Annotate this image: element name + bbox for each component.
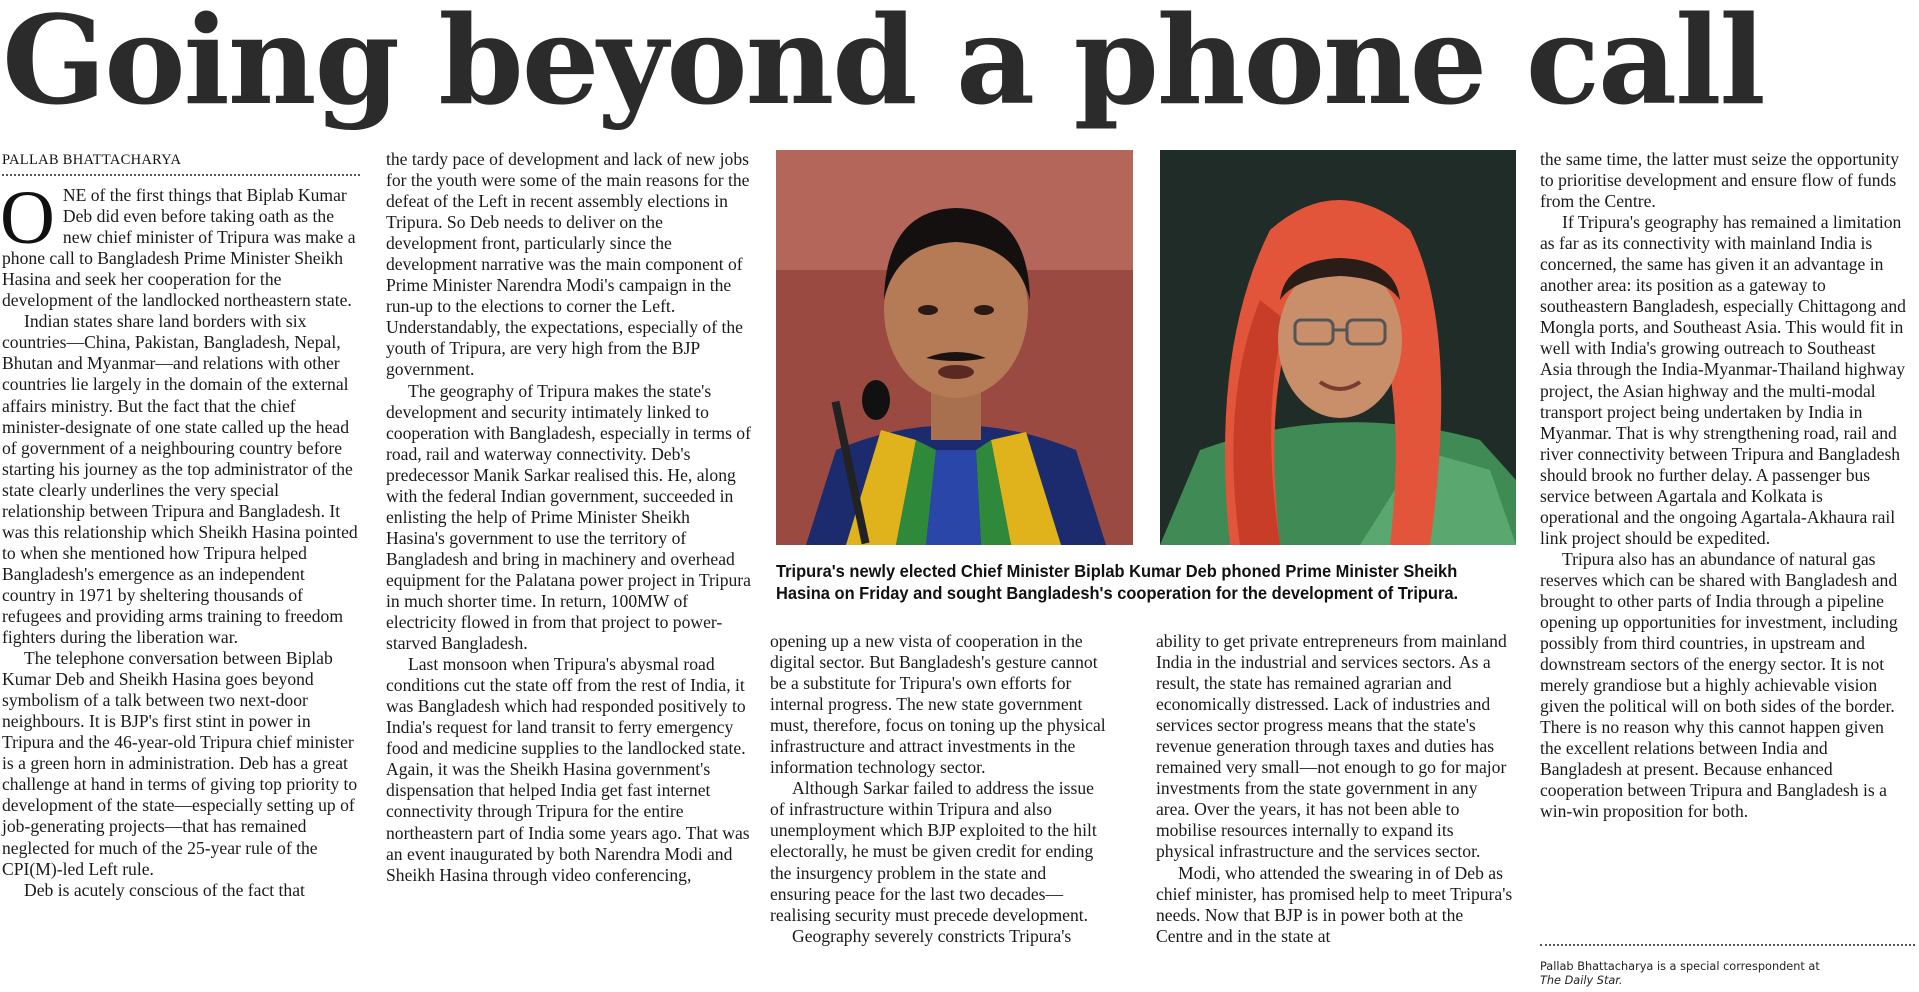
portrait-man-illustration [776,150,1133,545]
paragraph: ability to get private entrepreneurs from mainland India in the industrial and services sectors. As a result, the state has remained agrarian and economically distressed. Lack of industries and services sector progress means that the state's revenue generation through taxes and duties has remained very small—not enough to go for major investments from the state government in any area. Over the years, it has not been able to mobilise resources internally to expand its physical infrastructure and the services sector. [1156,631,1507,862]
paragraph: Deb is acutely conscious of the fact that [24,879,305,900]
portrait-woman-illustration [1160,150,1516,545]
paragraph: Last monsoon when Tripura's abysmal road conditions cut the state off from the rest of India, it was Bangladesh which had responded positively to India's request for land transit to ferry emergency food and medicine supplies to the landlocked state. Again, it was the Sheikh Hasina government's dispensation that helped India get fast internet connectivity through Tripura for the entire northeastern part of India some years ago. That was an event inaugurated by both Narendra Modi and Sheikh Hasina through video conferencing, [386,654,750,885]
photo-row [776,150,1516,545]
footnote-line: Pallab Bhattacharya is a special correspondent at [1540,960,1820,973]
paragraph: If Tripura's geography has remained a limitation as far as its connectivity with mainland India is concerned, the same has given it an advantage in another area: its position as a gateway to southeastern Bangladesh, especially Chittagong and Mongla ports, and Southeast Asia. This would fit in well with India's growing outreach to Southeast Asia through the India-Myanmar-Thailand highway project, the Asian highway and the multi-modal transport project being undertaken by India in Myanmar. That is why strengthening road, rail and river connectivity between Tripura and Bangladesh should brook no further delay. A passenger bus service between Agartala and Kolkata is operational and the ongoing Agartala-Akhaura rail link project should be expedited. [1540,212,1906,548]
paragraph: opening up a new vista of cooperation in the digital sector. But Bangladesh's gesture cannot be a substitute for Tripura's own efforts for internal progress. The new state government must, therefore, focus on toning up the physical infrastructure and attract investments in the information technology sector. [770,631,1106,778]
paragraph: Modi, who attended the swearing in of Deb as chief minister, has promised help to meet Tripura's needs. Now that BJP is in power both at the Centre and in the state at [1156,862,1513,946]
photo-biplab-kumar-deb [776,150,1133,545]
article-column-1 [2,150,360,901]
byline-author: PALLAB BHATTACHARYA [2,152,182,168]
article-column-3 [770,631,1106,947]
photo-caption: Tripura's newly elected Chief Minister Biplab Kumar Deb phoned Prime Minister Sheikh Hasina on Friday and sought Bangladesh's cooperation for the development of Tripura. [776,561,1459,603]
byline [2,150,360,176]
paragraph: Although Sarkar failed to address the issue of infrastructure within Tripura and also unemployment which BJP exploited to the hilt electorally, he must be given credit for ending the insurgency problem in the state and ensuring peace for the last two decades—realising security must precede development. [770,778,1097,925]
paragraph: Geography severely constricts Tripura's [792,925,1072,946]
footnote-publication: The Daily Star. [1540,974,1623,987]
paragraph-lead: ONE of the first things that Biplab Kumar Deb did even before taking oath as the new chief minister of Tripura was make a phone call to Bangladesh Prime Minister Sheikh Hasina and seek her cooperation for the development of the landlocked northeastern state. [0,176,356,311]
paragraph: Tripura also has an abundance of natural gas reserves which can be shared with Bangladesh and brought to other parts of India through a pipeline opening up opportunities for investment, including possibly from third countries, in upstream and downstream sectors of the energy sector. It is not merely grandiose but a highly achievable vision given the political will on both sides of the border. There is no reason why this cannot happen given the excellent relations between India and Bangladesh at present. Because enhanced cooperation between Tripura and Bangladesh is a win-win proposition for both. [1540,548,1898,822]
article-column-2 [386,149,752,886]
paragraph: The telephone conversation between Biplab Kumar Deb and Sheikh Hasina goes beyond symbolism of a talk between two next-door neighbours. It is BJP's first stint in power in Tripura and the 46-year-old Tripura chief minister is a green horn in administration. Deb has a great challenge at hand in terms of giving top priority to development of the state—especially setting up of job-generating projects—that has remained neglected for much of the 25-year rule of the CPI(M)-led Left rule. [2,648,358,879]
author-footnote [1540,944,1915,988]
paragraph: the tardy pace of development and lack of new jobs for the youth were some of the main reasons for the defeat of the Left in recent assembly elections in Tripura. So Deb needs to deliver on the development front, particularly since the development narrative was the main component of Prime Minister Narendra Modi's campaign in the run-up to the elections to corner the Left. Understandably, the expectations, especially of the youth of Tripura, are very high from the BJP government. [386,149,750,380]
article-column-4 [1156,631,1514,947]
article-column-5 [1540,149,1906,823]
paragraph: The geography of Tripura makes the state's development and security intimately linked to cooperation with Bangladesh, especially in terms of road, rail and waterway connectivity. Deb's predecessor Manik Sarkar realised this. He, along with the federal Indian government, succeeded in enlisting the help of Prime Minister Sheikh Hasina's government to use the territory of Bangladesh and bring in machinery and overhead equipment for the Palatana power project in Tripura in much shorter time. In return, 100MW of electricity flowed in from that project to power-starved Bangladesh. [386,380,751,654]
headline: Going beyond a phone call [2,0,1764,132]
drop-cap: O [0,176,55,261]
photo-sheikh-hasina [1160,150,1516,545]
paragraph: Indian states share land borders with six countries—China, Pakistan, Bangladesh, Nepal, Bhutan and Myanmar—and relations with other countries lie largely in the domain of the external affairs ministry. But the fact that the chief minister-designate of one state called up the head of government of a neighbouring country before starting his journey as the top administrator of the state clearly underlines the very special relationship between Tripura and Bangladesh. It was this relationship which Sheikh Hasina pointed to when she mentioned how Tripura helped Bangladesh's emergence as an independent country in 1971 by sheltering thousands of refugees and providing arms training to freedom fighters during the liberation war. [2,311,358,648]
paragraph: the same time, the latter must seize the opportunity to prioritise development and ensure flow of funds from the Centre. [1540,149,1900,212]
